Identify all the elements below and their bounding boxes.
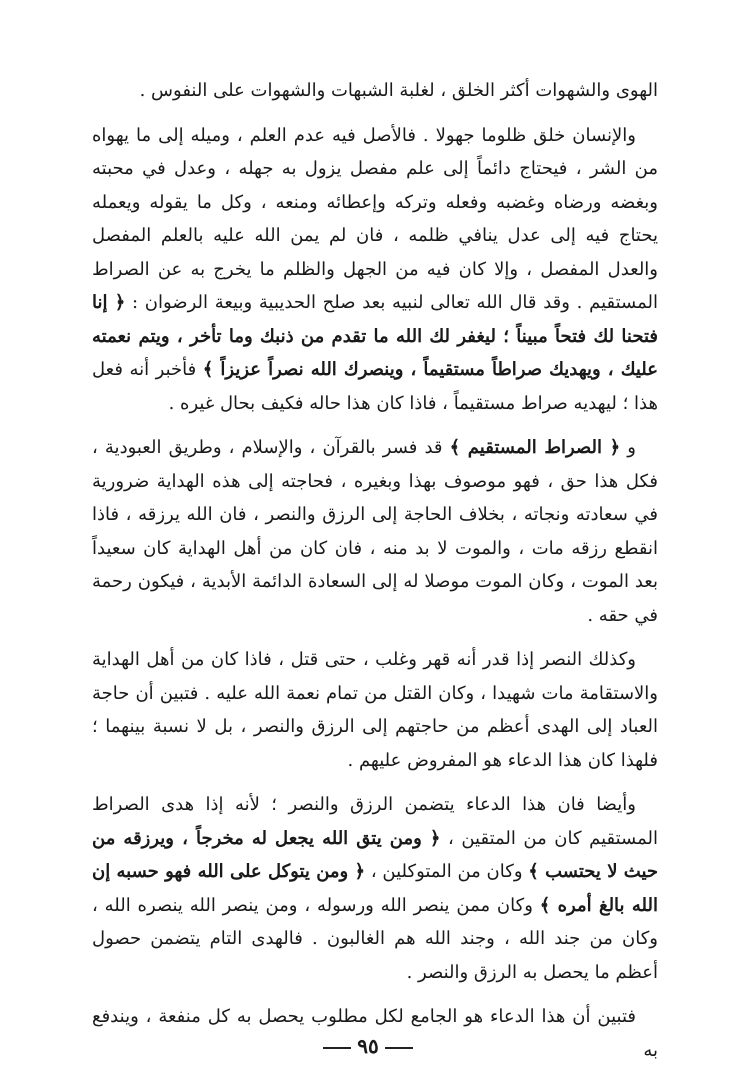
paragraph-text: فتبين أن هذا الدعاء هو الجامع لكل مطلوب يحصل به كل منفعة ، ويندفع به <box>92 1006 658 1061</box>
quran-verse: ﴿ ومن يتوكل على الله فهو حسبه إن الله بالغ أمره ﴾ <box>92 861 659 916</box>
quran-verse: ﴿ ومن يتق الله يجعل له مخرجاً ، ويرزقه من حيث لا يحتسب ﴾ <box>92 827 658 882</box>
paragraph <box>92 788 658 989</box>
paragraph <box>92 431 658 632</box>
paragraph-text: وكذلك النصر إذا قدر أنه قهر وغلب ، حتى قتل ، فاذا كان من أهل الهداية والاستقامة مات شهيدا ، وكان القتل من تمام نعمة الله عليه . فتبين أن حاجة العباد إلى الهدى أعظم من حاجتهم إلى الرزق والنصر ، بل لا نسبة بينهما ؛ فلهذا كان هذا الدعاء هو المفروض عليهم . <box>92 649 658 771</box>
paragraph-text: فأخبر أنه فعل هذا ؛ ليهديه صراط مستقيماً ، فاذا كان هذا حاله فكيف بحال غيره . <box>92 359 658 414</box>
paragraph-text: قد فسر بالقرآن ، والإسلام ، وطريق العبودية ، فكل هذا حق ، فهو موصوف بهذا وبغيره ، فحاجته إلى هذه الهداية ضرورية في سعادته ونجاته ، بخلاف الحاجة إلى الرزق والنصر ، فان الله يرزقه ، فاذا انقطع رزقه مات ، والموت لا بد منه ، فان كان من أهل الهداية كان سعيداً بعد الموت ، وكان الموت موصلا له إلى السعادة الدائمة الأبدية ، فيكون رحمة في حقه . <box>92 437 658 626</box>
page-body <box>92 74 658 1067</box>
page-footer <box>0 1034 736 1058</box>
footer-dash-left <box>323 1047 351 1049</box>
paragraph-text: وكان ممن ينصر الله ورسوله ، ومن ينصر الله ينصره الله ، وكان من جند الله ، وجند الله هم الغالبون . فالهدى التام يتضمن حصول أعظم ما يحصل به الرزق والنصر . <box>92 894 658 983</box>
footer-dash-right <box>385 1047 413 1049</box>
paragraph <box>92 74 658 108</box>
page-number: ٩٥ <box>357 1034 379 1058</box>
paragraph-text: وأيضا فان هذا الدعاء يتضمن الرزق والنصر ؛ لأنه إذا هدى الصراط المستقيم كان من المتقين ، <box>92 794 658 849</box>
paragraph <box>92 119 658 421</box>
paragraph <box>92 643 658 777</box>
paragraph-text: الهوى والشهوات أكثر الخلق ، لغلبة الشبهات والشهوات على النفوس . <box>139 80 658 101</box>
paragraph-text: وكان من المتوكلين ، <box>365 861 529 882</box>
quran-verse: ﴿ إنا فتحنا لك فتحاً مبيناً ؛ ليغفر لك الله ما تقدم من ذنبك وما تأخر ، ويتم نعمته عليك ، ويهديك صراطاً مستقيماً ، وينصرك الله نصراً عزيزاً ﴾ <box>92 292 658 380</box>
quran-verse: ﴿ الصراط المستقيم ﴾ <box>449 437 621 458</box>
paragraph-text: والإنسان خلق ظلوما جهولا . فالأصل فيه عدم العلم ، وميله إلى ما يهواه من الشر ، فيحتاج دائماً إلى علم مفصل يزول به جهله ، وعدل في محبته وبغضه ورضاه وغضبه وفعله وتركه وإعطائه ومنعه ، وكل ما يقوله ويعمله يحتاج فيه إلى عدل ينافي ظلمه ، فان لم يمن الله عليه بالعلم المفصل والعدل المفصل ، وإلا كان فيه من الجهل والظلم ما يخرج به عن الصراط المستقيم . وقد قال الله تعالى لنبيه بعد صلح الحديبية وبيعة الرضوان : <box>92 124 658 313</box>
paragraph-text: و <box>620 437 637 458</box>
